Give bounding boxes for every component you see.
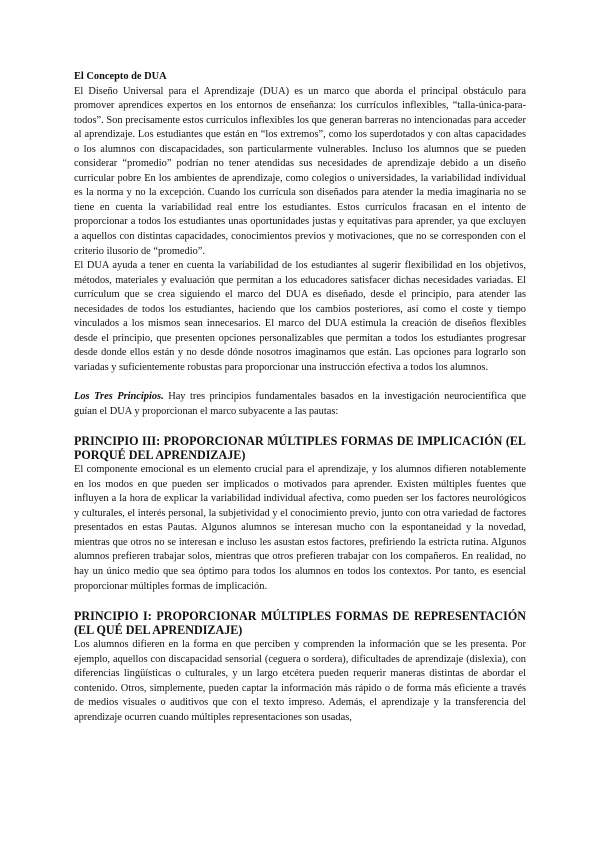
concept-paragraph-2: El DUA ayuda a tener en cuenta la variabilidad de los estudiantes al sugerir flexibilidad en los objetivos, métodos, materiales y evaluación que permitan a los educadores satisfacer dichas necesidades variadas. El currículum que se crea siguiendo el marco del DUA es diseñado, desde el principio, para atender las necesidades de todos los estudiantes, haciendo que los cambios posteriores, así como el coste y tiempo vinculados a los mismos sean innecesarios. El marco del DUA estimula la creación de diseños flexibles desde el principio, que presenten opciones personalizables que permitan a todos los estudiantes progresar desde donde ellos están y no desde dónde nosotros imaginamos que están. Las opciones para lograrlo son variadas y suficientemente robustas para proporcionar una instrucción efectiva a todos los alumnos. bbox=[74, 260, 526, 373]
spacer bbox=[74, 419, 526, 434]
principle-3-heading: PRINCIPIO III: PROPORCIONAR MÚLTIPLES FORMAS DE IMPLICACIÓN (EL PORQUÉ DEL APRENDIZAJE) bbox=[74, 433, 526, 463]
spacer bbox=[74, 375, 526, 390]
principle-1-heading: PRINCIPIO I: PROPORCIONAR MÚLTIPLES FORMAS DE REPRESENTACIÓN (EL QUÉ DEL APRENDIZAJE) bbox=[74, 608, 526, 638]
principles-intro bbox=[74, 390, 526, 419]
spacer bbox=[74, 594, 526, 609]
concept-title: El Concepto de DUA bbox=[74, 71, 167, 82]
document-content bbox=[74, 70, 526, 725]
principles-text: Hay tres principios fundamentales basados en la investigación neurocientífica que guían el DUA y proporcionan el marco subyacente a las pautas: bbox=[74, 390, 526, 417]
principle-3-body: El componente emocional es un elemento crucial para el aprendizaje, y los alumnos difieren notablemente en los modos en que pueden ser implicados o motivados para aprender. Existen múltiples fuentes que influyen a la hora de explicar la variabilidad individual afectiva, como pueden ser los factores neurológicos y culturales, el interés personal, la subjetividad y el conocimiento previo, junto con otra variedad de factores presentados en estas Pautas. Algunos alumnos se interesan mucho con la espontaneidad y la novedad, mientras que otros no se interesan e incluso les asustan estos factores, prefiriendo la estricta rutina. Algunos alumnos prefieren trabajar solos, mientras que otros prefieren trabajar con los compañeros. En realidad, no hay un único medio que sea óptimo para todos los alumnos en todos los contextos. Por tanto, es esencial proporcionar múltiples formas de implicación. bbox=[74, 464, 526, 592]
concept-paragraph-1: El Diseño Universal para el Aprendizaje (DUA) es un marco que aborda el principal obstáculo para promover aprendices expertos en los entornos de enseñanza: los currículos inflexibles, “talla-única-para-todos”. Son precisamente estos currículos inflexibles los que generan barreras no intencionadas para acceder al aprendizaje. Los estudiantes que están en “los extremos”, como los superdotados y con altas capacidades o los alumnos con discapacidades, son particularmente vulnerables. Incluso los alumnos que se pueden considerar “promedio” podrían no tener atendidas sus necesidades de aprendizaje debido a un diseño curricular pobre En los ambientes de aprendizaje, como colegios o universidades, la variabilidad individual es la norma y no la excepción. Cuando los currícula son diseñados para atender la media imaginaria no se tiene en cuenta la variabilidad real entre los estudiantes. Estos currículos fracasan en el intento de proporcionar a todos los estudiantes unas oportunidades justas y equitativas para aprender, ya que excluyen a aquellos con distintas capacidades, conocimientos previos y motivaciones, que no se corresponden con el criterio ilusorio de “promedio”. bbox=[74, 85, 526, 257]
principles-lead: Los Tres Principios. bbox=[74, 390, 164, 402]
principle-1-body: Los alumnos difieren en la forma en que perciben y comprenden la información que se les presenta. Por ejemplo, aquellos con discapacidad sensorial (ceguera o sordera), dificultades de aprendizaje (dislexia), con diferencias lingüísticas o culturales, y un largo etcétera pueden requerir maneras distintas de abordar el contenido. Otros, simplemente, pueden captar la información más rápido o de forma más eficiente a través de medios visuales o auditivos que con el texto impreso. Además, el aprendizaje y la transferencia del aprendizaje ocurren cuando múltiples representaciones son usadas, bbox=[74, 639, 526, 723]
